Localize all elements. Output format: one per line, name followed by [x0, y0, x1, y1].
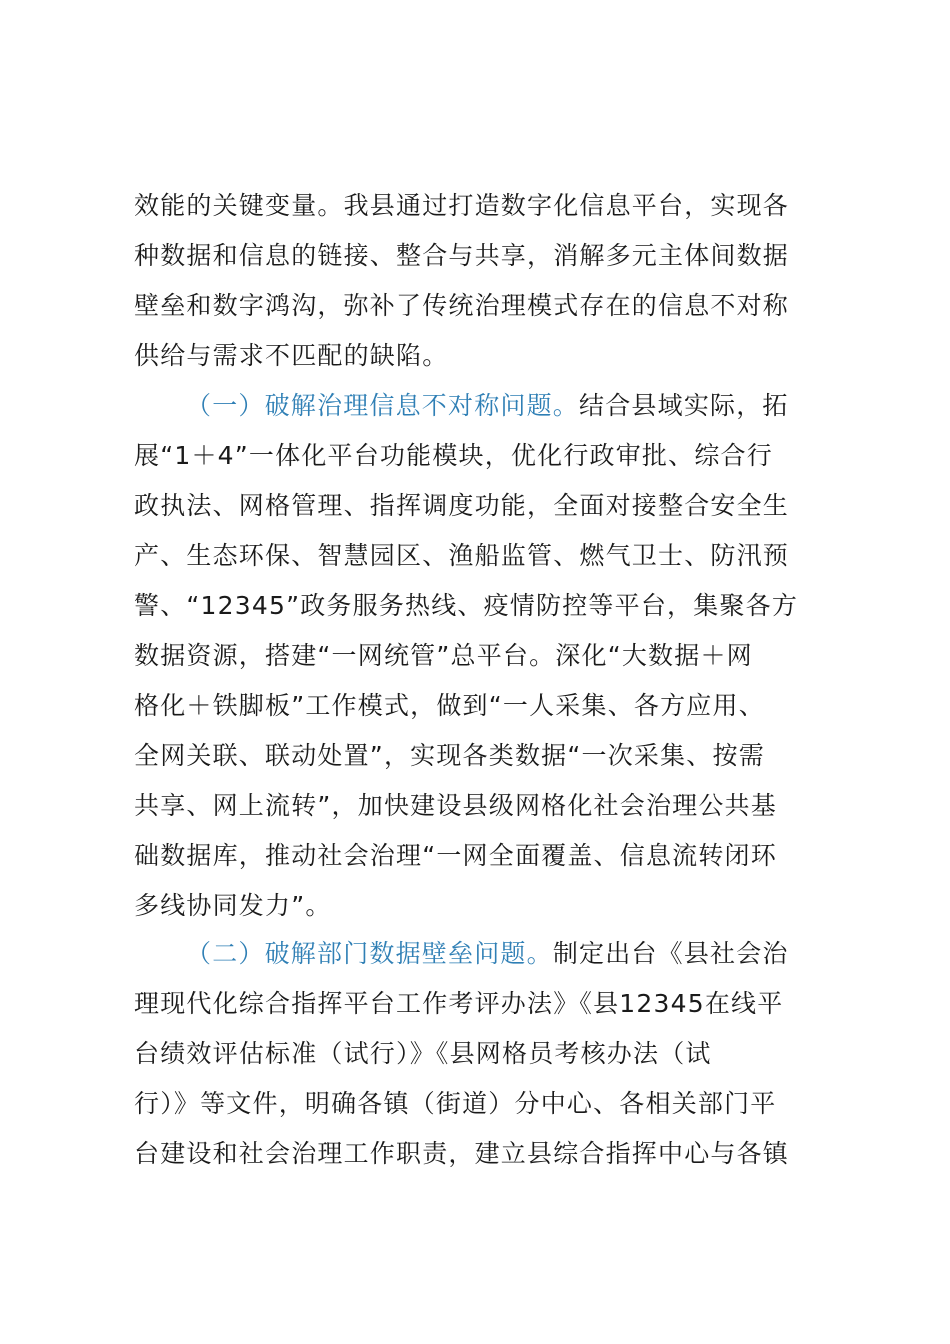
- paragraph-line: 台绩效评估标准（试行）》《县网格员考核办法（试: [134, 1039, 712, 1068]
- paragraph-line-rest: 制定出台《县社会治: [552, 939, 789, 968]
- paragraph-line: 效能的关键变量。我县通过打造数字化信息平台，实现各: [134, 191, 790, 220]
- paragraph-line: 多线协同发力”。: [134, 891, 332, 920]
- paragraph-2: [134, 381, 834, 931]
- paragraph-line: 格化＋铁脚板”工作模式，做到“一人采集、各方应用、: [134, 691, 765, 720]
- paragraph-line: 台建设和社会治理工作职责，建立县综合指挥中心与各镇: [134, 1139, 790, 1168]
- paragraph-line: 政执法、网格管理、指挥调度功能，全面对接整合安全生: [134, 491, 790, 520]
- paragraph-line: 种数据和信息的链接、整合与共享，消解多元主体间数据: [134, 241, 790, 270]
- paragraph-3: [134, 929, 834, 1179]
- section-heading-1: （一）破解治理信息不对称问题。: [186, 391, 580, 420]
- paragraph-line: 理现代化综合指挥平台工作考评办法》《县12345在线平: [134, 989, 784, 1018]
- paragraph-line: 数据资源，搭建“一网统管”总平台。深化“大数据＋网: [134, 641, 753, 670]
- paragraph-line: 产、生态环保、智慧园区、渔船监管、燃气卫士、防汛预: [134, 541, 790, 570]
- section-heading-2: （二）破解部门数据壁垒问题。: [186, 939, 553, 968]
- paragraph-line: 展“1＋4”一体化平台功能模块，优化行政审批、综合行: [134, 441, 773, 470]
- paragraph-first-line: [134, 381, 834, 431]
- paragraph-first-line: [134, 929, 834, 979]
- paragraph-line: 行）》等文件，明确各镇（街道）分中心、各相关部门平: [134, 1089, 777, 1118]
- paragraph-line: 共享、网上流转”，加快建设县级网格化社会治理公共基: [134, 791, 777, 820]
- paragraph-line-rest: 结合县域实际，拓: [579, 391, 789, 420]
- paragraph-line: 全网关联、联动处置”，实现各类数据“一次采集、按需: [134, 741, 765, 770]
- paragraph-line: 供给与需求不匹配的缺陷。: [134, 341, 449, 370]
- paragraph-line: 警、“12345”政务服务热线、疫情防控等平台，集聚各方: [134, 591, 799, 620]
- paragraph-line: 壁垒和数字鸿沟，弥补了传统治理模式存在的信息不对称: [134, 291, 790, 320]
- paragraph-1: [134, 181, 834, 381]
- paragraph-line: 础数据库，推动社会治理“一网全面覆盖、信息流转闭环: [134, 841, 777, 870]
